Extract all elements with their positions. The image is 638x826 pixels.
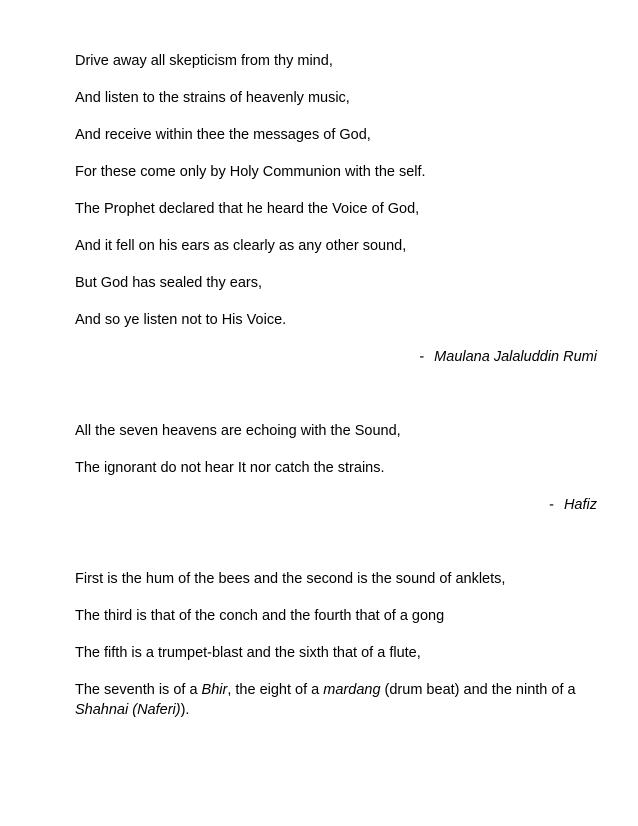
term-bhir: Bhir (201, 682, 228, 698)
poem-line: And it fell on his ears as clearly as any other sound, (75, 238, 407, 254)
attribution-dash: - (419, 349, 425, 365)
attribution-dash: - (549, 497, 554, 513)
poem-line: Drive away all skepticism from thy mind, (75, 53, 333, 69)
document-page (75, 0, 597, 826)
poem-line: The fifth is a trumpet-blast and the sixth that of a flute, (75, 645, 421, 661)
term-mardang: mardang (323, 682, 381, 698)
text-run: , the eight of a (227, 682, 324, 698)
poem-line: And receive within thee the messages of God, (75, 127, 371, 143)
poem-line: The Prophet declared that he heard the Voice of God, (75, 201, 420, 217)
poem-line: For these come only by Holy Communion with the self. (75, 164, 426, 180)
poem-line: And so ye listen not to His Voice. (75, 312, 287, 328)
term-shahnai: Shahnai (Naferi) (75, 702, 181, 718)
attribution-name: Maulana Jalaluddin Rumi (434, 349, 597, 365)
attribution-name: Hafiz (563, 497, 597, 513)
poem-line: And listen to the strains of heavenly music, (75, 90, 350, 106)
text-run: The seventh is of a (75, 682, 202, 698)
attribution-hafiz (549, 495, 597, 515)
poem-line: The third is that of the conch and the fourth that of a gong (75, 608, 445, 624)
poem-line: First is the hum of the bees and the second is the sound of anklets, (75, 571, 506, 587)
attribution-rumi (419, 347, 597, 367)
poem-line: All the seven heavens are echoing with the Sound, (75, 423, 401, 439)
text-run: ). (180, 702, 190, 718)
poem-line: But God has sealed thy ears, (75, 275, 262, 291)
text-run: (drum beat) and the ninth of a (380, 682, 576, 698)
poem-paragraph-last (75, 680, 597, 720)
poem-line: The ignorant do not hear It nor catch the strains. (75, 460, 385, 476)
